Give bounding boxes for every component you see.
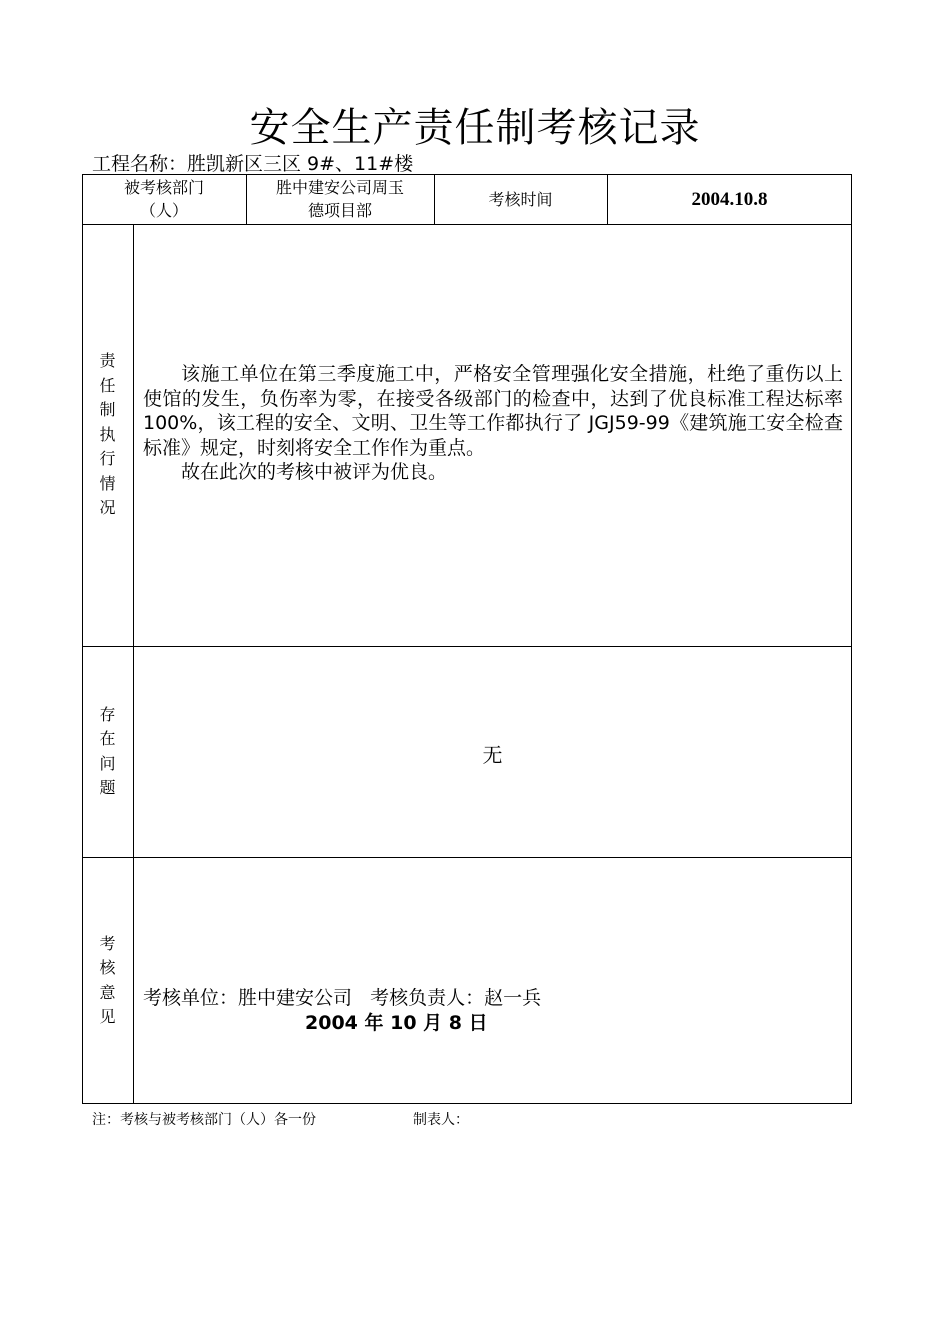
dept-value-line-2: 德项目部 (307, 201, 372, 220)
divider (82, 224, 852, 225)
footer-note: 注：考核与被考核部门（人）各一份 (92, 1112, 316, 1128)
label-char: 况 (99, 498, 116, 518)
label-char: 执 (99, 424, 116, 444)
label-char: 题 (99, 778, 116, 797)
problems-content: 无 (482, 743, 503, 767)
problems-label (82, 646, 133, 857)
footer-maker: 制表人： (413, 1112, 469, 1128)
label-char: 问 (99, 753, 116, 773)
dept-label-cell (82, 174, 246, 224)
dept-value-cell (246, 174, 434, 224)
divider (82, 646, 852, 647)
label-char: 责 (99, 351, 116, 371)
label-char: 在 (99, 729, 116, 748)
record-table (82, 174, 852, 1104)
dept-label-line-1: 被考核部门 (123, 178, 204, 197)
time-label-cell: 考核时间 (488, 189, 553, 209)
label-char: 见 (99, 1007, 116, 1026)
opinion-signature: 考核单位：胜中建安公司 考核负责人：赵一兵 (143, 987, 542, 1009)
dept-value-line-1: 胜中建安公司周玉 (275, 178, 404, 197)
divider (82, 857, 852, 858)
execution-label (82, 224, 133, 646)
time-value-cell: 2004.10.8 (691, 188, 768, 210)
label-char: 意 (99, 982, 116, 1002)
label-char: 制 (99, 400, 116, 420)
opinion-date: 2004 年 10 月 8 日 (305, 1012, 488, 1034)
execution-paragraph-2: 故在此次的考核中被评为优良。 (181, 461, 448, 483)
execution-paragraph-1: 该施工单位在第三季度施工中，严格安全管理强化安全措施，杜绝了重伤以上使馆的发生，负伤率为零，在接受各级部门的检查中，达到了优良标准工程达标率 100%，该工程的安全、文明、卫生等工作都执行了 JGJ59-99《建筑施工安全检查标准》规定，时刻将安全工作作为重点。 (143, 363, 843, 459)
label-char: 存 (99, 704, 116, 724)
label-char: 任 (99, 375, 116, 395)
label-char: 核 (99, 958, 116, 977)
dept-label-line-2: （人） (139, 201, 188, 220)
project-name: 工程名称：胜凯新区三区 9#、11#楼 (92, 153, 414, 175)
execution-content (143, 362, 843, 485)
page-title: 安全生产责任制考核记录 (249, 105, 701, 151)
label-char: 行 (99, 449, 116, 469)
opinion-label (82, 857, 133, 1104)
label-char: 考 (99, 933, 116, 953)
divider (133, 224, 134, 1104)
label-char: 情 (99, 473, 116, 493)
